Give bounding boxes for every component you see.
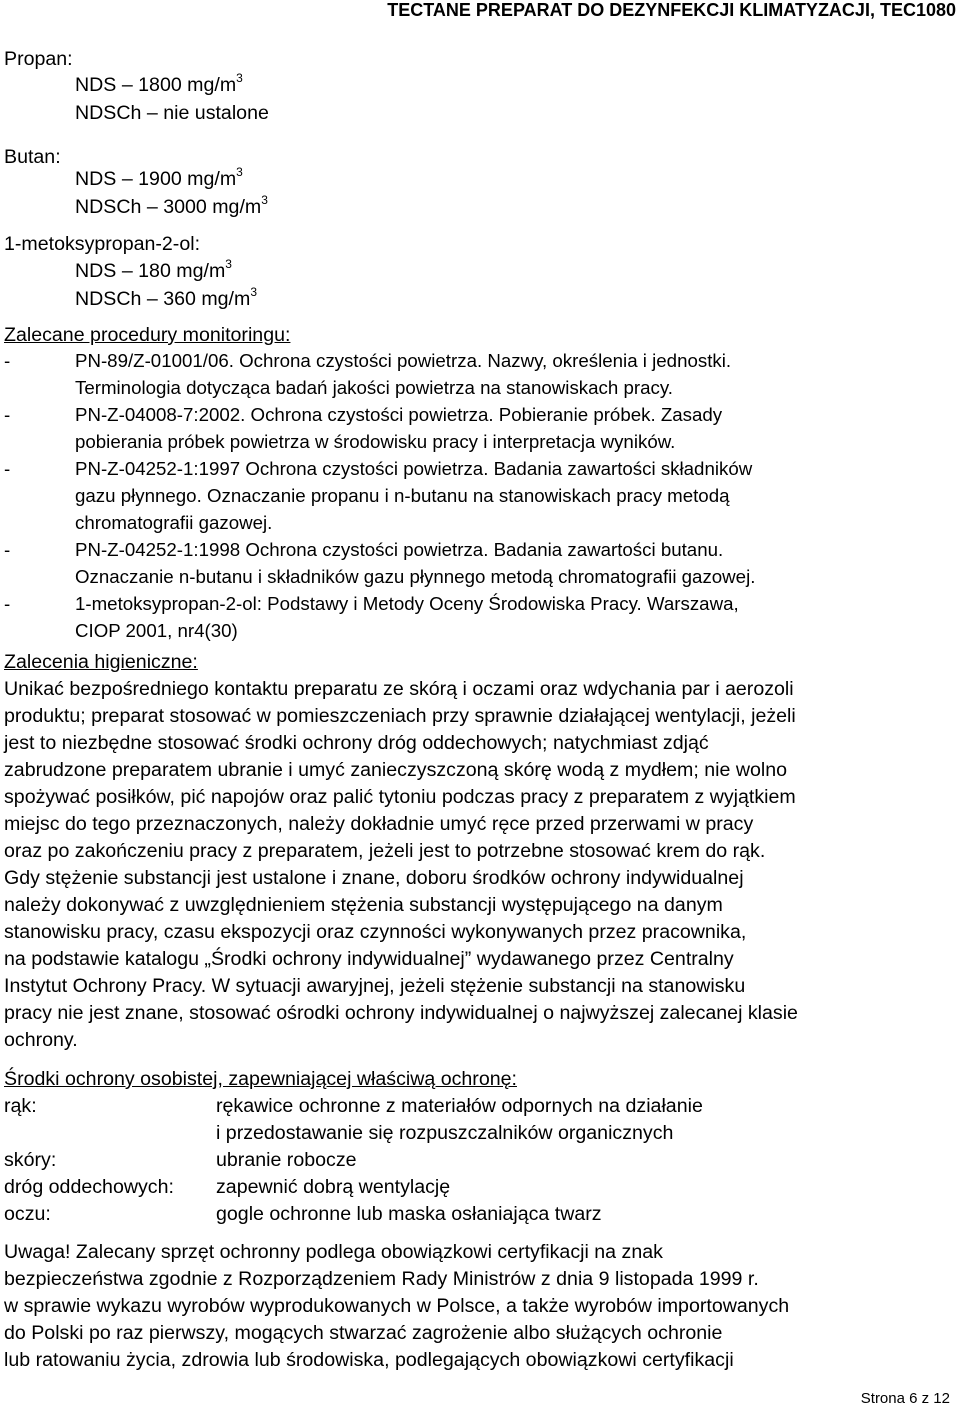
- hygiene-line: ochrony.: [4, 1029, 78, 1051]
- monitoring-line: PN-Z-04252-1:1998 Ochrona czystości powietrza. Badania zawartości butanu.: [75, 539, 724, 560]
- ppe-eyes-label: oczu:: [4, 1203, 51, 1225]
- propan-nds: NDS – 1800 $mg/m^3$: [75, 71, 243, 96]
- hygiene-line: produktu; preparat stosować w pomieszczeniach przy sprawnie działającej wentylacji, jeżeli: [4, 705, 796, 727]
- ppe-eyes-value: gogle ochronne lub maska osłaniająca twarz: [216, 1203, 602, 1225]
- hygiene-line: Gdy stężenie substancji jest ustalone i znane, doboru środków ochrony indywidualnej: [4, 867, 744, 889]
- hygiene-line: pracy nie jest znane, stosować ośrodki ochrony indywidualnej o najwyższej zalecanej klasie: [4, 1002, 798, 1024]
- hygiene-line: miejsc do tego przeznaczonych, należy dokładnie umyć ręce przed przerwami w pracy: [4, 813, 754, 835]
- hygiene-line: na podstawie katalogu „Środki ochrony indywidualnej” wydawanego przez Centralny: [4, 948, 734, 970]
- ppe-respiratory-label: dróg oddechowych:: [4, 1176, 174, 1198]
- monitoring-line: gazu płynnego. Oznaczanie propanu i n-butanu na stanowiskach pracy metodą: [75, 485, 730, 506]
- butan-ndsch: NDSCh – 3000 $mg/m^3$: [75, 193, 268, 218]
- note-line: lub ratowaniu życia, zdrowia lub środowiska, podlegających obowiązkowi certyfikacji: [4, 1349, 734, 1371]
- metoksypropanol-ndsch: NDSCh – 360 $mg/m^3$: [75, 285, 258, 310]
- bullet-dash: -: [4, 539, 11, 560]
- metoksypropanol-nds: NDS – 180 $mg/m^3$: [75, 257, 232, 282]
- ppe-skin-value: ubranie robocze: [216, 1149, 357, 1171]
- hygiene-line: spożywać posiłków, pić napojów oraz palić tytoniu podczas pracy z preparatem z wyjątkiem: [4, 786, 796, 808]
- note-line: do Polski po raz pierwszy, mogących stwarzać zagrożenie albo służących ochronie: [4, 1322, 723, 1344]
- metoksypropanol-label: 1-metoksypropan-2-ol:: [4, 233, 201, 255]
- bullet-dash: -: [4, 404, 11, 425]
- ppe-skin-label: skóry:: [4, 1149, 57, 1171]
- butan-label: Butan:: [4, 146, 61, 168]
- ppe-hands-value: rękawice ochronne z materiałów odpornych na działanie: [216, 1095, 703, 1117]
- monitoring-heading: Zalecane procedury monitoringu:: [4, 324, 291, 346]
- bullet-dash: -: [4, 458, 11, 479]
- monitoring-line: PN-Z-04008-7:2002. Ochrona czystości powietrza. Pobieranie próbek. Zasady: [75, 404, 723, 425]
- propan-ndsch: NDSCh – nie ustalone: [75, 102, 269, 124]
- hygiene-heading: Zalecenia higieniczne:: [4, 651, 198, 673]
- hygiene-line: oraz po zakończeniu pracy z preparatem, jeżeli jest to potrzebne stosować krem do rąk.: [4, 840, 766, 862]
- bullet-dash: -: [4, 593, 11, 614]
- hygiene-line: jest to niezbędne stosować środki ochrony dróg oddechowych; natychmiast zdjąć: [4, 732, 709, 754]
- hygiene-line: zabrudzone preparatem ubranie i umyć zanieczyszczoną skórę wodą z mydłem; nie wolno: [4, 759, 788, 781]
- ppe-hands-value-cont: i przedostawanie się rozpuszczalników organicznych: [216, 1122, 674, 1144]
- page-number: Strona 6 z 12: [860, 1390, 950, 1407]
- monitoring-line: PN-Z-04252-1:1997 Ochrona czystości powietrza. Badania zawartości składników: [75, 458, 753, 479]
- monitoring-line: pobierania próbek powietrza w środowisku pracy i interpretacja wyników.: [75, 431, 676, 452]
- monitoring-line: PN-89/Z-01001/06. Ochrona czystości powietrza. Nazwy, określenia i jednostki.: [75, 350, 732, 371]
- monitoring-line: CIOP 2001, nr4(30): [75, 620, 238, 641]
- monitoring-line: Terminologia dotycząca badań jakości powietrza na stanowiskach pracy.: [75, 377, 673, 398]
- note-line: bezpieczeństwa zgodnie z Rozporządzeniem Rady Ministrów z dnia 9 listopada 1999 r.: [4, 1268, 759, 1290]
- monitoring-line: 1-metoksypropan-2-ol: Podstawy i Metody Oceny Środowiska Pracy. Warszawa,: [75, 593, 739, 614]
- hygiene-line: Instytut Ochrony Pracy. W sytuacji awaryjnej, jeżeli stężenie substancji na stanowisku: [4, 975, 746, 997]
- document-header-title: TECTANE PREPARAT DO DEZYNFEKCJI KLIMATYZACJI, TEC1080: [387, 0, 956, 20]
- ppe-hands-label: rąk:: [4, 1095, 37, 1117]
- hygiene-line: stanowisku pracy, czasu ekspozycji oraz czynności wykonywanych przez pracownika,: [4, 921, 747, 943]
- ppe-respiratory-value: zapewnić dobrą wentylację: [216, 1176, 451, 1198]
- bullet-dash: -: [4, 350, 11, 371]
- hygiene-line: Unikać bezpośredniego kontaktu preparatu ze skórą i oczami oraz wdychania par i aerozoli: [4, 678, 794, 700]
- note-line: Uwaga! Zalecany sprzęt ochronny podlega obowiązkowi certyfikacji na znak: [4, 1241, 663, 1263]
- ppe-heading: Środki ochrony osobistej, zapewniającej właściwą ochronę:: [4, 1068, 517, 1090]
- hygiene-line: należy dokonywać z uwzględnieniem stężenia substancji występującego na danym: [4, 894, 723, 916]
- monitoring-line: chromatografii gazowej.: [75, 512, 273, 533]
- butan-nds: NDS – 1900 $mg/m^3$: [75, 165, 243, 190]
- note-line: w sprawie wykazu wyrobów wyprodukowanych w Polsce, a także wyrobów importowanych: [4, 1295, 790, 1317]
- propan-label: Propan:: [4, 48, 73, 70]
- monitoring-line: Oznaczanie n-butanu i składników gazu płynnego metodą chromatografii gazowej.: [75, 566, 756, 587]
